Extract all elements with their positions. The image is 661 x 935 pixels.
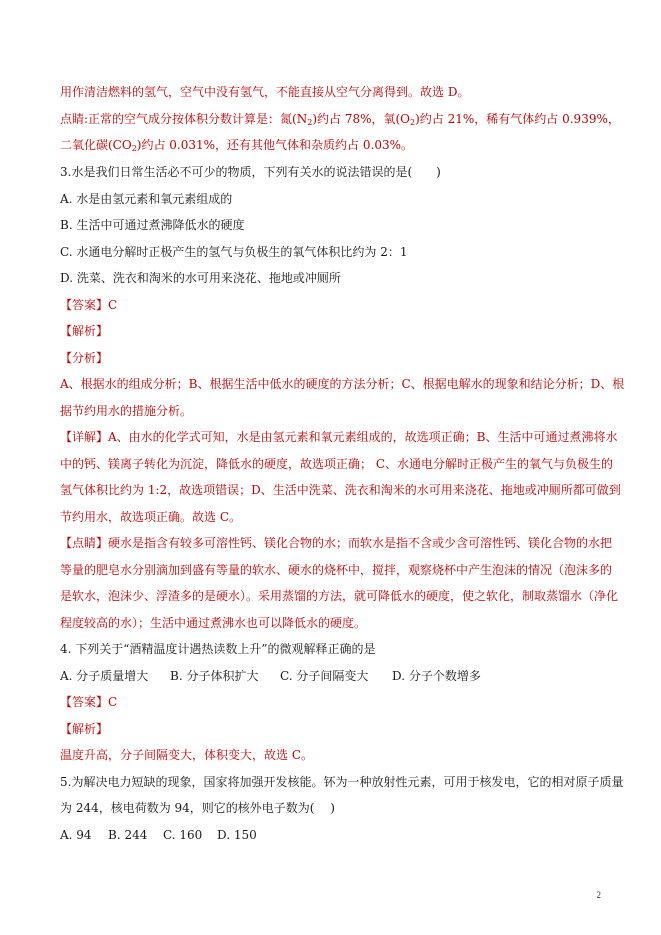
subscript: 2 bbox=[410, 118, 416, 127]
question-3-detail-line-2: 中的钙、镁离子转化为沉淀，降低水的硬度，故选项正确； C、水通电分解时正极产生的氧气与负极生的 bbox=[60, 457, 614, 471]
question-3-jiexi-heading: 【解析】 bbox=[60, 324, 109, 338]
intro-line-3 bbox=[60, 137, 413, 157]
question-3-note-line-4: 程度较高的水）；生活中通过煮沸水也可以降低水的硬度。 bbox=[60, 616, 367, 630]
question-5-stem-line-1: 5.为解决电力短缺的现象，国家将加强开发核能。钚为一种放射性元素，可用于核发电，它的相对原子质量 bbox=[60, 775, 624, 789]
intro-line-1: 用作清洁燃料的氢气，空气中没有氢气，不能直接从空气分离得到。故选 D。 bbox=[60, 85, 470, 99]
question-3-fenxi-line-1: A、根据水的组成分析；B、根据生活中低水的硬度的方法分析；C、根据电解水的现象和结论分析；D、根 bbox=[60, 377, 625, 391]
question-3-answer: 【答案】C bbox=[60, 298, 118, 312]
intro-line-3-part: )约占 0.031%，还有其他气体和杂质约占 0.03%。 bbox=[136, 138, 413, 152]
question-5-option-d: D. 150 bbox=[217, 828, 257, 842]
question-4-stem: 4. 下列关于“酒精温度计遇热读数上升”的微观解释正确的是 bbox=[60, 642, 376, 656]
question-5-stem-line-2: 为 244，核电荷数为 94，则它的核外电子数为( ) bbox=[60, 801, 335, 815]
question-3-option-a: A. 水是由氢元素和氧元素组成的 bbox=[60, 192, 233, 206]
intro-line-2 bbox=[60, 111, 620, 131]
question-3-detail-line-1: 【详解】A、由水的化学式可知，水是由氢元素和氧元素组成的，故选项正确；B、生活中可通过煮沸将水 bbox=[60, 430, 618, 444]
question-4-option-a: A. 分子质量增大 bbox=[60, 669, 149, 683]
question-3-detail-line-4: 节约用水，故选项正确。故选 C。 bbox=[60, 510, 241, 524]
intro-line-2-part: 点睛:正常的空气成分按体积分数计算是：氮(N bbox=[60, 112, 308, 126]
page-number: 2 bbox=[596, 890, 601, 900]
question-5-option-c: C. 160 bbox=[163, 828, 203, 842]
intro-line-3-part: 二氧化碳(CO bbox=[60, 138, 132, 152]
question-4-option-d: D. 分子个数增多 bbox=[392, 669, 481, 683]
question-3-option-b: B. 生活中可通过煮沸降低水的硬度 bbox=[60, 218, 245, 232]
question-5-option-a: A. 94 bbox=[60, 828, 92, 842]
question-5-option-b: B. 244 bbox=[108, 828, 148, 842]
question-3-option-d: D. 洗菜、洗衣和淘米的水可用来浇花、拖地或冲厕所 bbox=[60, 271, 341, 285]
question-4-option-b: B. 分子体积扩大 bbox=[170, 669, 259, 683]
question-3-note-line-1: 【点睛】硬水是指含有较多可溶性钙、镁化合物的水；而软水是指不含或少含可溶性钙、镁化合物的水把 bbox=[60, 536, 613, 550]
question-4-explanation: 温度升高，分子间隔变大，体积变大，故选 C。 bbox=[60, 748, 313, 762]
question-4-answer: 【答案】C bbox=[60, 695, 118, 709]
intro-line-2-part: )约占 21%，稀有气体约占 0.939%， bbox=[415, 112, 620, 126]
question-3-detail-line-3: 氢气体积比约为 1:2，故选项错误；D、生活中洗菜、洗衣和淘米的水可用来浇花、拖地或冲厕所都可做到 bbox=[60, 483, 621, 497]
subscript: 2 bbox=[307, 118, 313, 127]
subscript: 2 bbox=[131, 144, 137, 153]
intro-line-2-part: )约占 78%，氧(O bbox=[312, 112, 411, 126]
question-4-option-c: C. 分子间隔变大 bbox=[280, 669, 369, 683]
question-3-note-line-2: 等量的肥皂水分别滴加到盛有等量的软水、硬水的烧杯中，搅拌，观察烧杯中产生泡沫的情况（泡沫多的 bbox=[60, 563, 613, 577]
question-3-option-c: C. 水通电分解时正极产生的氢气与负极生的氧气体积比约为 2：1 bbox=[60, 245, 408, 259]
question-3-fenxi-line-2: 据节约用水的措施分析。 bbox=[60, 404, 193, 418]
question-3-note-line-3: 是软水，泡沫少、浮渣多的是硬水）。采用蒸馏的方法，就可降低水的硬度，使之软化，制取蒸馏水（净化 bbox=[60, 589, 619, 603]
question-4-jiexi-heading: 【解析】 bbox=[60, 722, 109, 736]
question-3-fenxi-heading: 【分析】 bbox=[60, 351, 109, 365]
question-3-stem: 3.水是我们日常生活必不可少的物质，下列有关水的说法错误的是( ) bbox=[60, 165, 441, 179]
